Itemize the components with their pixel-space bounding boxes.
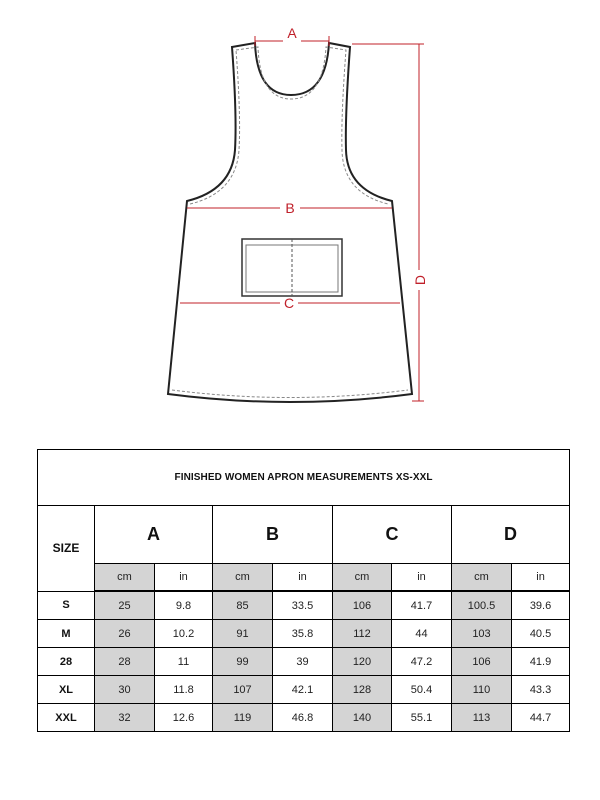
value-cell: 32 xyxy=(95,704,155,732)
unit-header: in xyxy=(392,564,452,592)
value-cell: 99 xyxy=(213,648,273,676)
value-cell: 39 xyxy=(273,648,333,676)
value-cell: 85 xyxy=(213,591,273,620)
value-cell: 128 xyxy=(333,676,392,704)
unit-header: in xyxy=(512,564,570,592)
value-cell: 55.1 xyxy=(392,704,452,732)
value-cell: 42.1 xyxy=(273,676,333,704)
value-cell: 41.9 xyxy=(512,648,570,676)
value-cell: 120 xyxy=(333,648,392,676)
value-cell: 106 xyxy=(333,591,392,620)
value-cell: 44.7 xyxy=(512,704,570,732)
unit-header: cm xyxy=(452,564,512,592)
value-cell: 106 xyxy=(452,648,512,676)
value-cell: 103 xyxy=(452,620,512,648)
value-cell: 39.6 xyxy=(512,591,570,620)
value-cell: 26 xyxy=(95,620,155,648)
value-cell: 10.2 xyxy=(155,620,213,648)
group-header-b: B xyxy=(213,506,333,564)
unit-header: cm xyxy=(333,564,392,592)
value-cell: 46.8 xyxy=(273,704,333,732)
group-header-d: D xyxy=(452,506,570,564)
size-cell: 28 xyxy=(38,648,95,676)
pocket xyxy=(242,239,342,296)
value-cell: 30 xyxy=(95,676,155,704)
value-cell: 40.5 xyxy=(512,620,570,648)
value-cell: 112 xyxy=(333,620,392,648)
group-header-c: C xyxy=(333,506,452,564)
table-row xyxy=(38,704,570,732)
value-cell: 44 xyxy=(392,620,452,648)
size-cell: XXL xyxy=(38,704,95,732)
value-cell: 91 xyxy=(213,620,273,648)
value-cell: 12.6 xyxy=(155,704,213,732)
value-cell: 140 xyxy=(333,704,392,732)
unit-header: cm xyxy=(95,564,155,592)
size-cell: M xyxy=(38,620,95,648)
value-cell: 11.8 xyxy=(155,676,213,704)
value-cell: 119 xyxy=(213,704,273,732)
value-cell: 110 xyxy=(452,676,512,704)
size-chart-table xyxy=(37,449,570,732)
size-column-header: SIZE xyxy=(38,506,95,592)
value-cell: 50.4 xyxy=(392,676,452,704)
unit-header: cm xyxy=(213,564,273,592)
measure-c-label: C xyxy=(283,295,295,311)
measure-b-label: B xyxy=(285,200,295,216)
table-row xyxy=(38,591,570,620)
value-cell: 107 xyxy=(213,676,273,704)
value-cell: 35.8 xyxy=(273,620,333,648)
table-row xyxy=(38,620,570,648)
value-cell: 100.5 xyxy=(452,591,512,620)
value-cell: 33.5 xyxy=(273,591,333,620)
value-cell: 47.2 xyxy=(392,648,452,676)
apron-outline xyxy=(168,43,412,402)
value-cell: 41.7 xyxy=(392,591,452,620)
measure-a-label: A xyxy=(287,25,297,41)
value-cell: 28 xyxy=(95,648,155,676)
size-cell: S xyxy=(38,591,95,620)
measure-d-label: D xyxy=(412,274,428,286)
value-cell: 113 xyxy=(452,704,512,732)
value-cell: 43.3 xyxy=(512,676,570,704)
table-row xyxy=(38,676,570,704)
unit-header: in xyxy=(155,564,213,592)
table-row xyxy=(38,648,570,676)
unit-header: in xyxy=(273,564,333,592)
value-cell: 25 xyxy=(95,591,155,620)
table-title: FINISHED WOMEN APRON MEASUREMENTS XS-XXL xyxy=(38,450,570,506)
group-header-a: A xyxy=(95,506,213,564)
size-cell: XL xyxy=(38,676,95,704)
value-cell: 9.8 xyxy=(155,591,213,620)
value-cell: 11 xyxy=(155,648,213,676)
